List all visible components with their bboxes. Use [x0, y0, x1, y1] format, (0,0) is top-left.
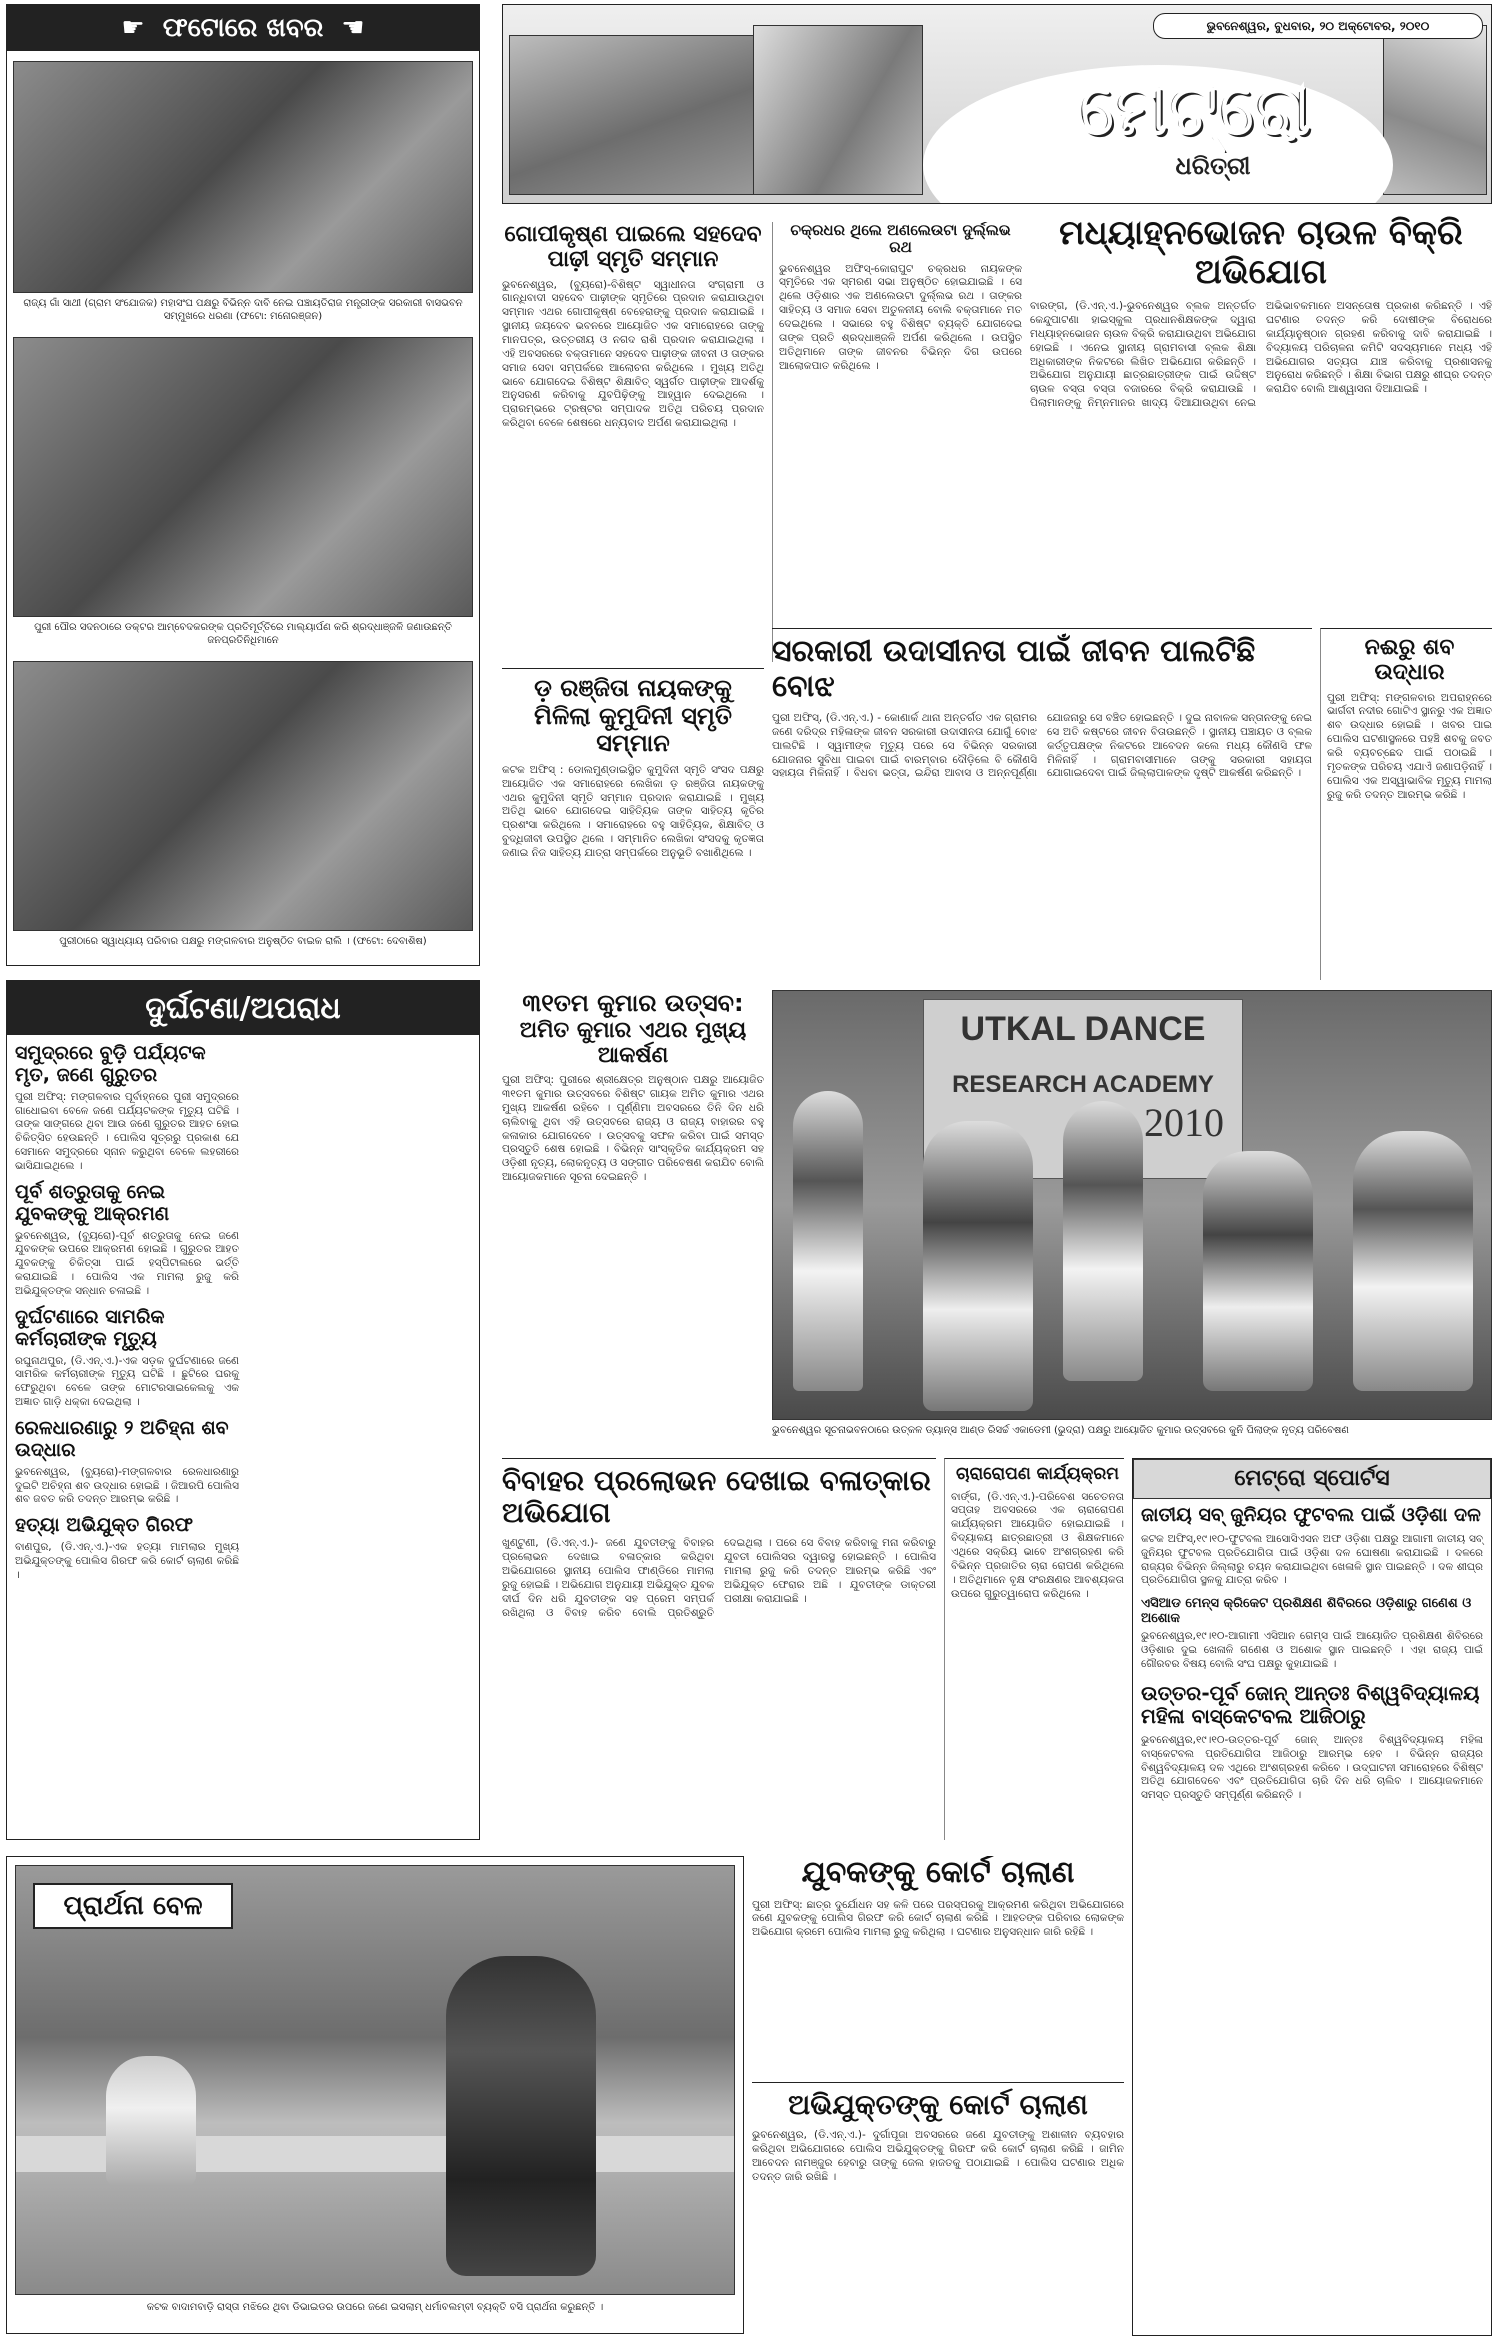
pointing-hand-right-icon: ☚ — [341, 13, 365, 43]
article-gopi — [502, 222, 764, 660]
body-plantation: ବାର୍ଙ୍ଗ, (ଡି.ଏନ୍.ଏ.)-ପରିବେଶ ସଚେତନତା ସପ୍ତାହ ଅବସରରେ ଏକ ଚାରାରୋପଣ କାର୍ଯ୍ୟକ୍ରମ ଆୟୋଜିତ ହୋଇଯାଇଛି । ବିଦ୍ୟାଳୟ ଛାତ୍ରଛାତ୍ରୀ ଓ ଶିକ୍ଷକମାନେ ଏଥିରେ ସକ୍ରିୟ ଭାବେ ଅଂଶଗ୍ରହଣ କରି ବିଭିନ୍ନ ପ୍ରଜାତିର ଚାରା ରୋପଣ କରିଥିଲେ । ଅତିଥିମାନେ ବୃକ୍ଷ ସଂରକ୍ଷଣର ଆବଶ୍ୟକତା ଉପରେ ଗୁରୁତ୍ୱାରୋପ କରିଥିଲେ । — [951, 1490, 1124, 1600]
body-kumudini: କଟକ ଅଫିସ୍ : ଡୋଲମୁଣ୍ଡାଇସ୍ଥିତ କୁମୁଦିନୀ ସ୍ମୃତି ସଂସଦ ପକ୍ଷରୁ ଆୟୋଜିତ ଏକ ସମାରୋହରେ ଲେଖିକା ଡ଼ ରଞ୍ଜିତା ନାୟକଙ୍କୁ ଏଥର କୁମୁଦିନୀ ସ୍ମୃତି ସମ୍ମାନ ପ୍ରଦାନ କରାଯାଇଛି । ମୁଖ୍ୟ ଅତିଥି ଭାବେ ଯୋଗଦେଇ ସାହିତ୍ୟିକ ତାଙ୍କ ସାହିତ୍ୟ କୃତିର ପ୍ରଶଂସା କରିଥିଲେ । ସମାରୋହରେ ବହୁ ସାହିତ୍ୟିକ, ଶିକ୍ଷାବିତ୍ ଓ ବୁଦ୍ଧିଜୀବୀ ଉପସ୍ଥିତ ଥିଲେ । ସମ୍ମାନିତ ଲେଖିକା ସଂସଦକୁ କୃତଜ୍ଞତା ଜଣାଇ ନିଜ ସାହିତ୍ୟ ଯାତ୍ରା ସମ୍ପର୍କରେ ଅନୁଭୂତି ବଖାଣିଥିଲେ । — [502, 763, 764, 859]
sports-section — [1132, 1458, 1492, 2336]
headline-crime-arrest: ହତ୍ୟା ଅଭିଯୁକ୍ତ ଗିରଫ — [15, 1514, 193, 1537]
dance-photo — [772, 990, 1492, 1420]
headline-court-1: ଯୁବକଙ୍କୁ କୋର୍ଟ ଚାଲାଣ — [801, 1856, 1075, 1890]
body-sports-cricket: ଭୁବନେଶ୍ୱର,୧୯।୧୦-ଆଗାମୀ ଏସିଆନ ଗେମ୍ସ ପାଇଁ ଆୟୋଜିତ ପ୍ରଶିକ୍ଷଣ ଶିବିରରେ ଓଡ଼ିଶାର ଦୁଇ ଖେଳାଳି ଗଣେଶ ଓ ଅଶୋକ ସ୍ଥାନ ପାଇଛନ୍ତି । ଏହା ରାଜ୍ୟ ପାଇଁ ଗୌରବର ବିଷୟ ବୋଲି ସଂଘ ପକ୍ଷରୁ କୁହାଯାଇଛି । — [1141, 1630, 1483, 1670]
dancer-2 — [923, 1121, 1033, 1411]
body-bibaha: ଖୁଣ୍ଟୁଣୀ, (ଡି.ଏନ୍.ଏ.)- ଜଣେ ଯୁବତୀଙ୍କୁ ବିବାହର ପ୍ରଲୋଭନ ଦେଖାଇ ବଳାତ୍କାର କରିଥିବା ଅଭିଯୋଗରେ ସ୍ଥାନୀୟ ପୋଲିସ ଫାଣ୍ଡିରେ ମାମଲା ରୁଜୁ ହୋଇଛି । ଅଭିଯୋଗ ଅନୁଯାୟୀ ଅଭିଯୁକ୍ତ ଯୁବକ ଦୀର୍ଘ ଦିନ ଧରି ଯୁବତୀଙ୍କ ସହ ପ୍ରେମ ସମ୍ପର୍କ ରଖିଥିଲା ଓ ବିବାହ କରିବ ବୋଲି ପ୍ରତିଶ୍ରୁତି ଦେଇଥିଲା । ପରେ ସେ ବିବାହ କରିବାକୁ ମନା କରିବାରୁ ଯୁବତୀ ପୋଲିସର ଦ୍ୱାରସ୍ଥ ହୋଇଛନ୍ତି । ପୋଲିସ ମାମଲା ରୁଜୁ କରି ତଦନ୍ତ ଆରମ୍ଭ କରିଛି ଏବଂ ଅଭିଯୁକ୍ତ ଫେରାର ଅଛି । ଯୁବତୀଙ୍କ ଡାକ୍ତରୀ ପରୀକ୍ଷା କରାଯାଇଛି । — [502, 1537, 936, 1619]
body-kumar-utsav: ପୁରୀ ଅଫିସ୍: ପୁରୀରେ ଶ୍ରୀକ୍ଷେତ୍ର ଅନୁଷ୍ଠାନ ପକ୍ଷରୁ ଆୟୋଜିତ ୩୧ତମ କୁମାର ଉତ୍ସବରେ ବିଶିଷ୍ଟ ଗାୟକ ଅମିତ କୁମାର ଏଥର ମୁଖ୍ୟ ଆକର୍ଷଣ ରହିବେ । ପୂର୍ଣ୍ଣିମା ଅବସରରେ ତିନି ଦିନ ଧରି ଚାଲିବାକୁ ଥିବା ଏହି ଉତ୍ସବରେ ରାଜ୍ୟ ଓ ରାଜ୍ୟ ବାହାରର ବହୁ କଳାକାର ଯୋଗଦେବେ । ଉତ୍ସବକୁ ସଫଳ କରିବା ପାଇଁ ସମସ୍ତ ପ୍ରସ୍ତୁତି ଶେଷ ହୋଇଛି । ବିଭିନ୍ନ ସାଂସ୍କୃତିକ କାର୍ଯ୍ୟକ୍ରମ ସହ ଓଡ଼ିଶୀ ନୃତ୍ୟ, ଲୋକନୃତ୍ୟ ଓ ସଙ୍ଗୀତ ପରିବେଷଣ କରାଯିବ ବୋଲି ଆୟୋଜକମାନେ ସୂଚନା ଦେଇଛନ୍ତି । — [502, 1074, 764, 1184]
body-sports-basketball: ଭୁବନେଶ୍ୱର,୧୯।୧୦-ଉତ୍ତର-ପୂର୍ବ ଜୋନ୍ ଆନ୍ତଃ ବିଶ୍ୱବିଦ୍ୟାଳୟ ମହିଳା ବାସ୍କେଟବଲ ପ୍ରତିଯୋଗିତା ଆଜିଠାରୁ ଆରମ୍ଭ ହେବ । ବିଭିନ୍ନ ରାଜ୍ୟର ବିଶ୍ୱବିଦ୍ୟାଳୟ ଦଳ ଏଥିରେ ଅଂଶଗ୍ରହଣ କରିବେ । ଉଦ୍‌ଘାଟନୀ ସମାରୋହରେ ବିଶିଷ୍ଟ ଅତିଥି ଯୋଗଦେବେ ଏବଂ ପ୍ରତିଯୋଗିତା ଚାରି ଦିନ ଧରି ଚାଲିବ । ଆୟୋଜକମାନେ ସମସ୍ତ ପ୍ରସ୍ତୁତି ସମ୍ପୂର୍ଣ୍ଣ କରିଛନ୍ତି । — [1141, 1733, 1483, 1802]
article-kumudini — [502, 668, 764, 1000]
headline-rath: ଚକ୍ରଧର ଥିଲେ ଅଣଲେଉଟା ଦୁର୍ଲ୍ଲଭ ରଥ — [790, 222, 1011, 257]
body-rath: ଭୁବନେଶ୍ୱର ଅଫିସ୍-କୋରାପୁଟ ଚକ୍ରଧର ନାୟକଙ୍କ ସ୍ମୃତିରେ ଏକ ସ୍ମରଣ ସଭା ଅନୁଷ୍ଠିତ ହୋଇଯାଇଛି । ସେ ଥିଲେ ଓଡ଼ିଶାର ଏକ ଅଣଲେଉଟା ଦୁର୍ଲ୍ଲଭ ରଥ । ତାଙ୍କର ସାହିତ୍ୟ ଓ ସମାଜ ସେବା ଅତୁଳନୀୟ ବୋଲି ବକ୍ତାମାନେ ମତ ଦେଇଥିଲେ । ସଭାରେ ବହୁ ବିଶିଷ୍ଟ ବ୍ୟକ୍ତି ଯୋଗଦେଇ ତାଙ୍କ ପ୍ରତି ଶ୍ରଦ୍ଧାଞ୍ଜଳି ଅର୍ପଣ କରିଥିଲେ । ଉପସ୍ଥିତ ଅତିଥିମାନେ ତାଙ୍କ ଜୀବନର ବିଭିନ୍ନ ଦିଗ ଉପରେ ଆଲୋକପାତ କରିଥିଲେ । — [779, 262, 1022, 372]
headline-naitaru: ନଈରୁ ଶବ ଉଦ୍ଧାର — [1364, 635, 1455, 686]
prayer-photo — [15, 1865, 735, 2295]
photo-caption-tribute: ପୁରୀ ପୌର ସଦନଠାରେ ଡକ୍ଟର ଆମ୍ବେଦକରଙ୍କ ପ୍ରତିମୂର୍ତ୍ତିରେ ମାଲ୍ୟାର୍ପଣ କରି ଶ୍ରଦ୍ଧାଞ୍ଜଳି ଜଣାଉଛନ୍ତି ଜନପ୍ରତିନିଧିମାନେ — [34, 622, 452, 646]
article-bibaha — [502, 1458, 936, 1840]
article-plantation — [944, 1458, 1124, 1840]
dance-banner-line2: RESEARCH ACADEMY — [952, 1071, 1214, 1098]
headline-crime-attack: ପୂର୍ବ ଶତ୍ରୁତାକୁ ନେଇ ଯୁବକଙ୍କୁ ଆକ୍ରମଣ — [15, 1180, 170, 1225]
body-midday-meal: ବାରଙ୍ଗ, (ଡି.ଏନ୍.ଏ.)-ଭୁବନେଶ୍ୱର ବ୍ଲକ ଅନ୍ତର୍ଗତ କେନ୍ଦୁପାଟଣା ହାଇସ୍କୁଲ ପ୍ରଧାନଶିକ୍ଷକଙ୍କ ଦ୍ୱାରା ମଧ୍ୟାହ୍ନଭୋଜନ ଚାଉଳ ବିକ୍ରି କରାଯାଉଥିବା ଅଭିଯୋଗ ହୋଇଛି । ଏନେଇ ସ୍ଥାନୀୟ ଗ୍ରାମବାସୀ ବ୍ଲକ ଶିକ୍ଷା ଅଧିକାରୀଙ୍କ ନିକଟରେ ଲିଖିତ ଅଭିଯୋଗ କରିଛନ୍ତି । ଅଭିଯୋଗ ଅନୁଯାୟୀ ଛାତ୍ରଛାତ୍ରୀଙ୍କ ପାଇଁ ଉଦ୍ଦିଷ୍ଟ ଚାଉଳ ବସ୍ତା ବସ୍ତା ବଜାରରେ ବିକ୍ରି କରାଯାଉଛି । ପିଲାମାନଙ୍କୁ ନିମ୍ନମାନର ଖାଦ୍ୟ ଦିଆଯାଉଥିବା ନେଇ ଅଭିଭାବକମାନେ ଅସନ୍ତୋଷ ପ୍ରକାଶ କରିଛନ୍ତି । ଏହି ଘଟଣାର ତଦନ୍ତ କରି ଦୋଷୀଙ୍କ ବିରୋଧରେ କାର୍ଯ୍ୟାନୁଷ୍ଠାନ ଗ୍ରହଣ କରିବାକୁ ଦାବି କରାଯାଇଛି । ବିଦ୍ୟାଳୟ ପରିଚାଳନା କମିଟି ସଦସ୍ୟମାନେ ମଧ୍ୟ ଏହି ଅଭିଯୋଗର ସତ୍ୟତା ଯାଞ୍ଚ କରିବାକୁ ପ୍ରଶାସନକୁ ଅନୁରୋଧ କରିଛନ୍ତି । ଶିକ୍ଷା ବିଭାଗ ପକ୍ଷରୁ ଶୀଘ୍ର ତଦନ୍ତ କରାଯିବ ବୋଲି ଆଶ୍ୱାସନା ଦିଆଯାଇଛି । — [1030, 300, 1492, 410]
headline-bibaha: ବିବାହର ପ୍ରଲୋଭନ ଦେଖାଇ ବଳାତ୍କାର ଅଭିଯୋଗ — [502, 1464, 931, 1530]
headline-plantation: ଚାରାରୋପଣ କାର୍ଯ୍ୟକ୍ରମ — [956, 1464, 1119, 1484]
headline-kumar-2: ଅମିତ କୁମାର ଏଥର ମୁଖ୍ୟ ଆକର୍ଷଣ — [519, 1017, 747, 1068]
masthead-temple-image — [509, 35, 779, 195]
headline-crime-sea: ସମୁଦ୍ରରେ ବୁଡ଼ି ପର୍ଯ୍ୟଟକ ମୃତ, ଜଣେ ଗୁରୁତର — [15, 1043, 206, 1086]
dancer-4 — [1203, 1151, 1313, 1391]
masthead — [502, 4, 1492, 204]
headline-sports-football: ଜାତୀୟ ସବ୍ ଜୁନିୟର ଫୁଟବଲ ପାଇଁ ଓଡ଼ିଶା ଦଳ — [1141, 1504, 1481, 1526]
dance-banner-year: 2010 — [1144, 1100, 1224, 1145]
body-crime-soldier: ରଘୁନାଥପୁର, (ଡି.ଏନ୍.ଏ.)-ଏକ ସଡ଼କ ଦୁର୍ଘଟଣାରେ ଜଣେ ସାମରିକ କର୍ମଚାରୀଙ୍କ ମୃତ୍ୟୁ ଘଟିଛି । ଛୁଟିରେ ଘରକୁ ଫେରୁଥିବା ବେଳେ ତାଙ୍କ ମୋଟରସାଇକେଲକୁ ଏକ ଅଜ୍ଞାତ ଗାଡ଼ି ଧକ୍କା ଦେଇଥିଲା । — [15, 1354, 239, 1409]
body-crime-arrest: ବାଣପୁର, (ଡି.ଏନ୍.ଏ.)-ଏକ ହତ୍ୟା ମାମଲାର ମୁଖ୍ୟ ଅଭିଯୁକ୍ତଙ୍କୁ ପୋଲିସ ଗିରଫ କରି କୋର୍ଟ ଚାଲାଣ କରିଛି । — [15, 1541, 239, 1581]
headline-midday-meal: ମଧ୍ୟାହ୍ନଭୋଜନ ଚାଉଳ ବିକ୍ରି ଅଭିଯୋଗ — [1059, 214, 1463, 293]
photo-caption-bike-rally: ପୁରୀଠାରେ ସ୍ୱାଧ୍ୟାୟ ପରିବାର ପକ୍ଷରୁ ମଙ୍ଗଳବାର ଅନୁଷ୍ଠିତ ବାଇକ ରାଲି । (ଫଟୋ: ଦେବାଶିଷ) — [59, 936, 427, 947]
headline-kumudini: ଡ଼ ରଞ୍ଜିତା ନାୟକଙ୍କୁ ମିଳିଲା କୁମୁଦିନୀ ସ୍ମୃତି ସମ୍ମାନ — [534, 674, 732, 758]
photo-news-section — [6, 4, 480, 966]
body-sports-football: କଟକ ଅଫିସ୍,୧୯।୧୦-ଫୁଟବଲ ଆସୋସିଏସନ ଅଫ ଓଡ଼ିଶା ପକ୍ଷରୁ ଆଗାମୀ ଜାତୀୟ ସବ୍ ଜୁନିୟର ଫୁଟବଲ ପ୍ରତିଯୋଗିତା ପାଇଁ ଓଡ଼ିଶା ଦଳ ଘୋଷଣା କରାଯାଇଛି । ଦଳରେ ରାଜ୍ୟର ବିଭିନ୍ନ ଜିଲ୍ଲାରୁ ଚୟନ କରାଯାଇଥିବା ଖେଳାଳି ସ୍ଥାନ ପାଇଛନ୍ତି । ଦଳ ଶୀଘ୍ର ପ୍ରତିଯୋଗିତା ସ୍ଥଳକୁ ଯାତ୍ରା କରିବ । — [1141, 1532, 1483, 1587]
photo-caption-protest: ରାଜ୍ୟ ଗାଁ ସାଥୀ (ଗ୍ରାମ ସଂଯୋଜକ) ମହାସଂଘ ପକ୍ଷରୁ ବିଭିନ୍ନ ଦାବି ନେଇ ପଞ୍ଚାୟତିରାଜ ମନ୍ତ୍ରୀଙ୍କ ସରକାରୀ ବାସଭବନ ସମ୍ମୁଖରେ ଧରଣା (ଫଟୋ: ମନୋରଞ୍ଜନ) — [23, 298, 463, 322]
masthead-building-image — [753, 25, 923, 195]
headline-sports-basketball: ଉତ୍ତର-ପୂର୍ବ ଜୋନ୍ ଆନ୍ତଃ ବିଶ୍ୱବିଦ୍ୟାଳୟ ମହିଳା ବାସ୍କେଟବଲ ଆଜିଠାରୁ — [1141, 1680, 1480, 1728]
crime-header: ଦୁର୍ଘଟଣା/ଅପରାଧ — [7, 981, 479, 1035]
dancer-3 — [1063, 1101, 1143, 1381]
masthead-dome-image — [1383, 25, 1487, 195]
article-kumar-utsav — [502, 990, 764, 1430]
date-line-box: ଭୁବନେଶ୍ୱର, ବୁଧବାର, ୨୦ ଅକ୍ଟୋବର, ୨୦୧୦ — [1153, 13, 1483, 39]
pointing-hand-left-icon: ☛ — [121, 13, 145, 43]
article-naitaru — [1320, 628, 1492, 980]
body-court-2: ଭୁବନେଶ୍ୱର, (ଡି.ଏନ୍.ଏ.)- ଦୁର୍ଗାପୂଜା ଅବସରରେ ଜଣେ ଯୁବତୀଙ୍କୁ ଅଶାଳୀନ ବ୍ୟବହାର କରିଥିବା ଅଭିଯୋଗରେ ପୋଲିସ ଅଭିଯୁକ୍ତଙ୍କୁ ଗିରଫ କରି କୋର୍ଟ ଚାଲାଣ କରିଛି । ଜାମିନ ଆବେଦନ ନାମଞ୍ଜୁର ହେବାରୁ ତାଙ୍କୁ ଜେଲ ହାଜତକୁ ପଠାଯାଇଛି । ପୋଲିସ ଘଟଣାର ଅଧିକ ତଦନ୍ତ ଜାରି ରଖିଛି । — [752, 2129, 1124, 2183]
body-sarkari: ପୁରୀ ଅଫିସ୍, (ଡି.ଏନ୍.ଏ.) - କୋଣାର୍କ ଥାନା ଅନ୍ତର୍ଗତ ଏକ ଗ୍ରାମର ଜଣେ ଦରିଦ୍ର ମହିଳାଙ୍କ ଜୀବନ ସରକାରୀ ଉଦାସୀନତା ଯୋଗୁଁ ବୋଝ ପାଲଟିଛି । ସ୍ୱାମୀଙ୍କ ମୃତ୍ୟୁ ପରେ ସେ ବିଭିନ୍ନ ସରକାରୀ ଯୋଜନାର ସୁବିଧା ପାଇବା ପାଇଁ ବାରମ୍ବାର ଦୌଡ଼ିଲେ ବି କୌଣସି ସହାୟତା ମିଳିନାହିଁ । ବିଧବା ଭତ୍ତା, ଇନ୍ଦିରା ଆବାସ ଓ ଅନ୍ନପୂର୍ଣ୍ଣା ଯୋଜନାରୁ ସେ ବଞ୍ଚିତ ହୋଇଛନ୍ତି । ଦୁଇ ନାବାଳକ ସନ୍ତାନଙ୍କୁ ନେଇ ସେ ଅତି କଷ୍ଟରେ ଜୀବନ ବିତାଉଛନ୍ତି । ସ୍ଥାନୀୟ ପଞ୍ଚାୟତ ଓ ବ୍ଲକ କର୍ତ୍ତୃପକ୍ଷଙ୍କ ନିକଟରେ ଆବେଦନ କଲେ ମଧ୍ୟ କୌଣସି ଫଳ ମିଳିନାହିଁ । ଗ୍ରାମବାସୀମାନେ ତାଙ୍କୁ ସରକାରୀ ସହାୟତା ଯୋଗାଇଦେବା ପାଇଁ ଜିଲ୍ଲାପାଳଙ୍କ ଦୃଷ୍ଟି ଆକର୍ଷଣ କରିଛନ୍ତି । — [772, 712, 1312, 780]
headline-crime-soldier: ଦୁର୍ଘଟଣାରେ ସାମରିକ କର୍ମଚାରୀଙ୍କ ମୃତ୍ୟୁ — [15, 1305, 165, 1350]
masthead-logo: ମେଟ୍ରୋ — [1076, 65, 1310, 150]
body-crime-attack: ଭୁବନେଶ୍ୱର, (ବ୍ୟୁରୋ)-ପୂର୍ବ ଶତ୍ରୁତାକୁ ନେଇ ଜଣେ ଯୁବକଙ୍କ ଉପରେ ଆକ୍ରମଣ ହୋଇଛି । ଗୁରୁତର ଆହତ ଯୁବକଙ୍କୁ ଚିକିତ୍ସା ପାଇଁ ହସ୍ପିଟାଲରେ ଭର୍ତ୍ତି କରାଯାଇଛି । ପୋଲିସ ଏକ ମାମଲା ରୁଜୁ କରି ଅଭିଯୁକ୍ତଙ୍କ ସନ୍ଧାନ ଚଳାଇଛି । — [15, 1229, 239, 1297]
headline-court-2: ଅଭିଯୁକ୍ତଙ୍କୁ କୋର୍ଟ ଚାଲାଣ — [788, 2088, 1088, 2121]
headline-kumar-1: ୩୧ତମ କୁମାର ଉତ୍ସବ: — [522, 990, 744, 1017]
article-midday-meal — [1030, 214, 1492, 612]
prayer-label: ପ୍ରାର୍ଥନା ବେଳ — [33, 1883, 233, 1929]
masthead-logo-sub: ଧରିତ୍ରୀ — [1175, 151, 1251, 180]
article-court-1 — [752, 1856, 1124, 2074]
body-crime-railway: ଭୁବନେଶ୍ୱର, (ବ୍ୟୁରୋ)-ମଙ୍ଗଳବାର ରେଳଧାରଣାରୁ ଦୁଇଟି ଅଚିହ୍ନା ଶବ ଉଦ୍ଧାର ହୋଇଛି । ଜିଆରପି ପୋଲିସ ଶବ ଜବତ କରି ତଦନ୍ତ ଆରମ୍ଭ କରିଛି । — [15, 1465, 239, 1506]
headline-gopi: ଗୋପୀକୃଷ୍ଣ ପାଇଲେ ସହଦେବ ପାଢ଼ୀ ସ୍ମୃତି ସମ୍ମାନ — [504, 222, 762, 273]
prayer-photo-section — [6, 1856, 744, 2334]
dance-banner-line1: UTKAL DANCE — [960, 1010, 1206, 1048]
headline-crime-railway: ରେଳଧାରଣାରୁ ୨ ଅଚିହ୍ନା ଶବ ଉଦ୍ଧାର — [15, 1416, 229, 1461]
prayer-photo-caption: କଟକ ବାଦାମବାଡ଼ି ରାସ୍ତା ମଝିରେ ଥିବା ଡିଭାଇଡର ଉପରେ ଜଣେ ଇସଲାମ୍ ଧର୍ମାବଲମ୍ବୀ ବ୍ୟକ୍ତି ବସି ପ୍ରାର୍ଥନା କରୁଛନ୍ତି । — [146, 2302, 604, 2313]
dancer-1 — [793, 1091, 863, 1391]
article-sarkari — [772, 628, 1312, 980]
body-naitaru: ପୁରୀ ଅଫିସ୍: ମଙ୍ଗଳବାର ଅପରାହ୍ନରେ ଭାର୍ଗବୀ ନଦୀର ଗୋଟିଏ ସ୍ଥାନରୁ ଏକ ଅଜ୍ଞାତ ଶବ ଉଦ୍ଧାର ହୋଇଛି । ଖବର ପାଇ ପୋଲିସ ଘଟଣାସ୍ଥଳରେ ପହଞ୍ଚି ଶବକୁ ଜବତ କରି ବ୍ୟବଚ୍ଛେଦ ପାଇଁ ପଠାଇଛି । ମୃତକଙ୍କ ପରିଚୟ ଏଯାଏଁ ଜଣାପଡ଼ିନାହିଁ । ପୋଲିସ ଏକ ଅସ୍ୱାଭାବିକ ମୃତ୍ୟୁ ମାମଲା ରୁଜୁ କରି ତଦନ୍ତ ଆରମ୍ଭ କରିଛି । — [1327, 691, 1492, 801]
photo-statue-tribute — [13, 337, 473, 617]
photo-news-header: ☛ ଫଟୋରେ ଖବର ☚ — [7, 5, 479, 51]
article-court-2 — [752, 2082, 1124, 2334]
crime-columns — [15, 1043, 473, 1833]
headline-sarkari: ସରକାରୀ ଉଦାସୀନତା ପାଇଁ ଜୀବନ ପାଲଟିଛି ବୋଝ — [772, 634, 1256, 704]
photo-bike-rally — [13, 661, 473, 931]
article-rath — [772, 222, 1022, 662]
crime-section — [6, 980, 480, 1840]
body-crime-sea: ପୁରୀ ଅଫିସ୍: ମଙ୍ଗଳବାର ପୂର୍ବାହ୍ନରେ ପୁରୀ ସମୁଦ୍ରରେ ଗାଧୋଇବା ବେଳେ ଜଣେ ପର୍ଯ୍ୟଟକଙ୍କ ମୃତ୍ୟୁ ଘଟିଛି । ତାଙ୍କ ସାଙ୍ଗରେ ଥିବା ଆଉ ଜଣେ ଗୁରୁତର ଆହତ ହୋଇ ଚିକିତ୍ସିତ ହେଉଛନ୍ତି । ପୋଲିସ ସୂତ୍ରରୁ ପ୍ରକାଶ ଯେ ସେମାନେ ସମୁଦ୍ରରେ ସ୍ନାନ କରୁଥିବା ବେଳେ ଲହରୀରେ ଭାସିଯାଇଥିଲେ । — [15, 1090, 239, 1172]
sports-header: ମେଟ୍ରୋ ସ୍ପୋର୍ଟସ — [1133, 1459, 1491, 1499]
body-court-1: ପୁରୀ ଅଫିସ୍: ଛାତ୍ର ଦୁର୍ଯୋଧନ ସହ କଳି ପରେ ପରସ୍ପରକୁ ଆକ୍ରମଣ କରିଥିବା ଅଭିଯୋଗରେ ଜଣେ ଯୁବକଙ୍କୁ ପୋଲିସ ଗିରଫ କରି କୋର୍ଟ ଚାଲାଣ କରିଛି । ଆହତଙ୍କ ପରିବାର ଲୋକଙ୍କ ଅଭିଯୋଗ କ୍ରମେ ପୋଲିସ ମାମଲା ରୁଜୁ କରିଥିଲା । ଘଟଣାର ଅନୁସନ୍ଧାନ ଜାରି ରହିଛି । — [752, 1898, 1124, 1939]
photo-protest — [13, 61, 473, 293]
body-gopi: ଭୁବନେଶ୍ୱର, (ବ୍ୟୁରୋ)-ବିଶିଷ୍ଟ ସ୍ୱାଧୀନତା ସଂଗ୍ରାମୀ ଓ ଗାନ୍ଧିବାଦୀ ସହଦେବ ପାଢ଼ୀଙ୍କ ସ୍ମୃତିରେ ପ୍ରଦାନ କରାଯାଉଥିବା ସମ୍ମାନ ଏଥର ଗୋପୀକୃଷ୍ଣ ବେହେରାଙ୍କୁ ପ୍ରଦାନ କରାଯାଇଛି । ସ୍ଥାନୀୟ ଜୟଦେବ ଭବନରେ ଆୟୋଜିତ ଏକ ସମାରୋହରେ ତାଙ୍କୁ ମାନପତ୍ର, ଉତ୍ତରୀୟ ଓ ନଗଦ ରାଶି ପ୍ରଦାନ କରାଯାଇଥିଲା । ଏହି ଅବସରରେ ବକ୍ତାମାନେ ସହଦେବ ପାଢ଼ୀଙ୍କ ଜୀବନୀ ଓ ତାଙ୍କର ସମାଜ ସେବା ସମ୍ପର୍କରେ ଆଲୋଚନା କରିଥିଲେ । ମୁଖ୍ୟ ଅତିଥି ଭାବେ ଯୋଗଦେଇ ବିଶିଷ୍ଟ ଶିକ୍ଷାବିତ୍ ସ୍ୱର୍ଗତ ପାଢ଼ୀଙ୍କ ଆଦର୍ଶକୁ ଅନୁସରଣ କରିବାକୁ ଯୁବପିଢ଼ିଙ୍କୁ ଆହ୍ୱାନ ଦେଇଥିଲେ । ପ୍ରାରମ୍ଭରେ ଟ୍ରଷ୍ଟର ସମ୍ପାଦକ ଅତିଥି ପରିଚୟ ପ୍ରଦାନ କରିଥିବା ବେଳେ ଶେଷରେ ଧନ୍ୟବାଦ ଅର୍ପଣ କରାଯାଇଥିଲା । — [502, 278, 764, 430]
headline-sports-cricket: ଏସିଆଡ ମେନ୍ସ କ୍ରିକେଟ ପ୍ରଶିକ୍ଷଣ ଶିବିରରେ ଓଡ଼ିଶାରୁ ଗଣେଶ ଓ ଅଶୋକ — [1141, 1596, 1472, 1627]
dancer-5 — [1353, 1131, 1473, 1391]
praying-man — [106, 2056, 196, 2186]
motorcycle-riders — [446, 1956, 596, 2276]
dance-photo-caption: ଭୁବନେଶ୍ୱର ସୂଚନାଭବନଠାରେ ଉତ୍କଳ ଡ୍ୟାନ୍ସ ଆଣ୍ଡ ରିସର୍ଚ୍ଚ ଏକାଡେମୀ (ଭୁଦ୍ରା) ପକ୍ଷରୁ ଆୟୋଜିତ କୁମାର ଉତ୍ସବରେ କୁନି ପିଲାଙ୍କ ନୃତ୍ୟ ପରିବେଷଣ — [772, 1425, 1349, 1436]
